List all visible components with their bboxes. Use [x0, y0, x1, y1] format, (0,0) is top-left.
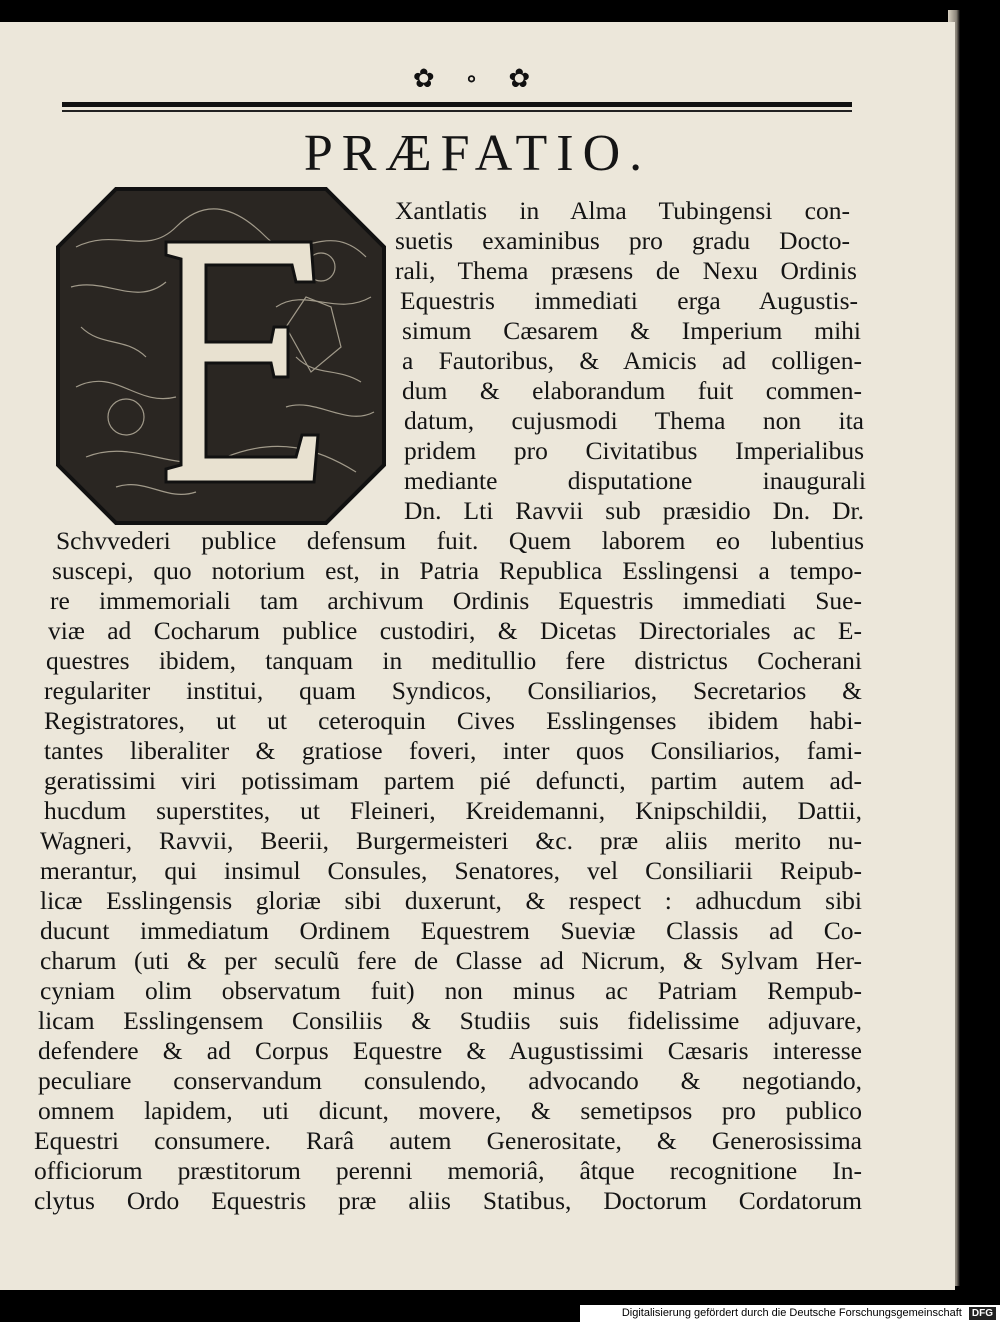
text-line: tantes liberaliter & gratiose foveri, inter quos Consiliarios, fami-	[44, 736, 862, 765]
text-line: licæ Esslingensis gloriæ sibi duxerunt, & respect : adhucdum sibi	[40, 886, 862, 915]
text-line: merantur, qui insimul Consules, Senatores, vel Consiliarii Reipub-	[40, 856, 862, 885]
header-rule-thin	[62, 110, 852, 112]
text-line: omnem lapidem, uti dicunt, movere, & semetipsos pro publico	[38, 1096, 862, 1125]
text-line: Equestri consumere. Rarâ autem Generositate, & Generosissima	[34, 1126, 862, 1155]
text-line: simum Cæsarem & Imperium mihi	[402, 316, 861, 345]
text-line: clytus Ordo Equestris præ aliis Statibus, Doctorum Cordatorum	[34, 1186, 862, 1215]
text-line: a Fautoribus, & Amicis ad colligen-	[402, 346, 862, 375]
text-line: charum (uti & per seculũ fere de Classe ad Nicrum, & Sylvam Her-	[40, 946, 862, 975]
text-line: peculiare conservandum consulendo, advocando & negotiando,	[38, 1066, 862, 1095]
text-line: re immemoriali tam archivum Ordinis Equestris immediati Sue-	[50, 586, 862, 615]
text-line: rali, Thema præsens de Nexu Ordinis	[395, 256, 857, 285]
text-line: suetis examinibus pro gradu Docto-	[395, 226, 850, 255]
text-line: Xantlatis in Alma Tubingensi con-	[395, 196, 850, 225]
text-line: dum & elaborandum fuit commen-	[402, 376, 862, 405]
header-rule-thick	[62, 102, 852, 107]
text-line: pridem pro Civitatibus Imperialibus	[404, 436, 864, 465]
text-line: Dn. Lti Ravvii sub præsidio Dn. Dr.	[404, 496, 864, 525]
page-title: PRÆFATIO.	[303, 125, 652, 182]
digitization-credit	[580, 1305, 1000, 1322]
text-line: hucdum superstites, ut Fleineri, Kreidemanni, Knipschildii, Dattii,	[44, 796, 862, 825]
text-line: licam Esslingensem Consiliis & Studiis suis fidelissime adjuvare,	[38, 1006, 862, 1035]
text-line: Registratores, ut ut ceteroquin Cives Esslingenses ibidem habi-	[44, 706, 862, 735]
text-line: suscepi, quo notorium est, in Patria Republica Esslingensi a tempo-	[52, 556, 862, 585]
digitization-credit-text: Digitalisierung gefördert durch die Deutsche Forschungsgemeinschaft	[621, 1307, 962, 1319]
text-line: Schvvederi publice defensum fuit. Quem laborem eo lubentius	[56, 526, 864, 555]
text-line: defendere & ad Corpus Equestre & Augustissimi Cæsaris interesse	[38, 1036, 862, 1065]
text-line: cyniam olim observatum fuit) non minus ac Patriam Rempub-	[40, 976, 862, 1005]
header-ornament: ✿ ∘ ✿	[412, 64, 543, 93]
book-page	[0, 22, 955, 1290]
text-line: Equestris immediati erga Augustis-	[400, 286, 858, 315]
text-line: questres ibidem, tanquam in meditullio fere districtus Cocherani	[46, 646, 862, 675]
body-text	[0, 192, 948, 1290]
text-line: geratissimi viri potissimam partem pié defuncti, partim autem ad-	[44, 766, 862, 795]
text-line: viæ ad Cocharum publice custodiri, & Dicetas Directoriales ac E-	[48, 616, 862, 645]
text-line: officiorum præstitorum perenni memoriâ, âtque recognitione In-	[34, 1156, 862, 1185]
dfg-logo: DFG	[969, 1307, 996, 1320]
text-line: regulariter institui, quam Syndicos, Consiliarios, Secretarios &	[44, 676, 862, 705]
text-line: ducunt immediatum Ordinem Equestrem Sueviæ Classis ad Co-	[40, 916, 862, 945]
text-line: Wagneri, Ravvii, Beerii, Burgermeisteri &c. præ aliis merito nu-	[40, 826, 862, 855]
text-line: mediante disputatione inaugurali	[404, 466, 866, 495]
text-line: datum, cujusmodi Thema non ita	[404, 406, 864, 435]
